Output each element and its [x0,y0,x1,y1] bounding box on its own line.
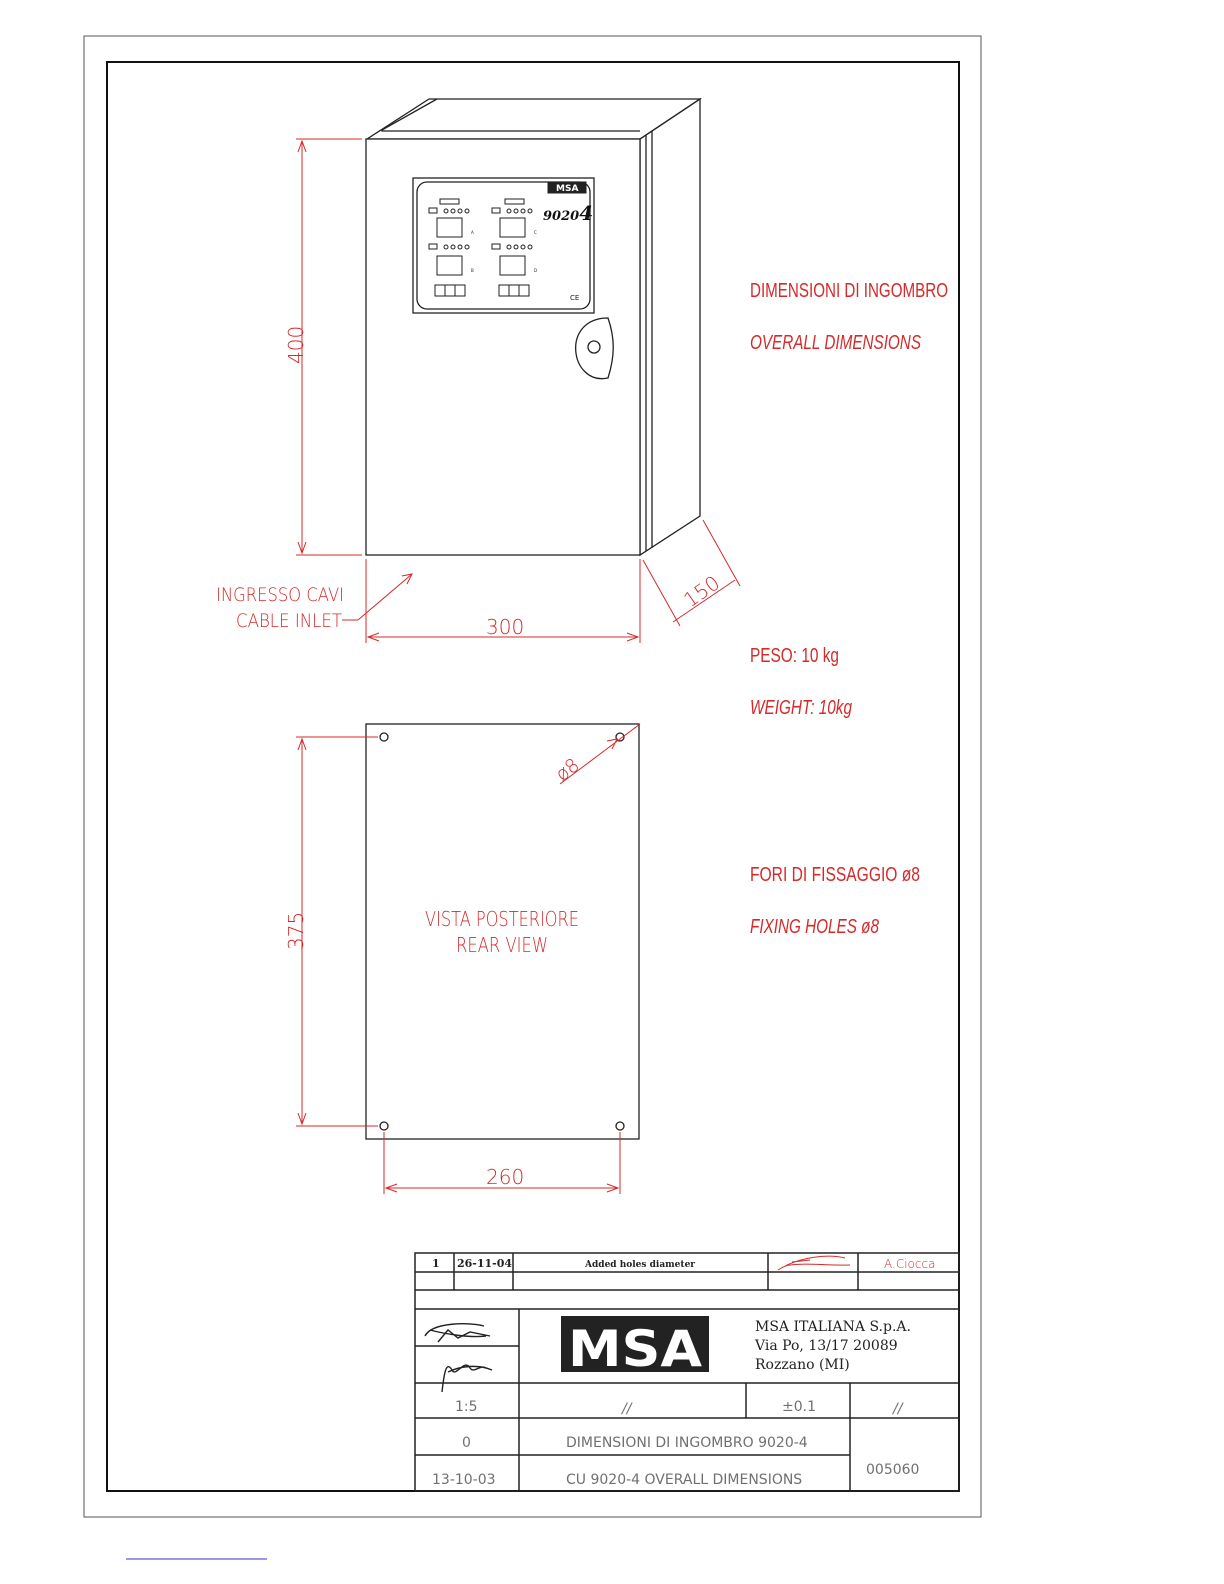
channel-label-d: D [534,268,538,273]
cable-inlet-it: INGRESSO CAVI [216,584,344,606]
title-block-field-2: // [622,1401,632,1417]
rear-width-dimension-260: 260 [486,1165,525,1189]
rear-view-title-it: VISTA POSTERIORE [425,907,579,931]
revision-signature [778,1256,850,1270]
rear-view-title-en: REAR VIEW [456,933,548,957]
drawing-number: 005060 [866,1462,920,1478]
drawing-scale: 1:5 [455,1399,478,1415]
company-address-1: Via Po, 13/17 20089 [755,1338,898,1354]
revision-approver: A.Ciocca [884,1257,936,1271]
company-name: MSA ITALIANA S.p.A. [755,1319,911,1335]
cable-inlet-en: CABLE INLET [236,610,343,632]
channel-label-b: B [471,268,474,273]
note-holes-en: FIXING HOLES ø8 [750,916,879,938]
revision-date: 26-11-04 [457,1257,513,1270]
note-weight-en: WEIGHT: 10kg [750,697,852,719]
hole-diameter-label: ø8 [551,754,584,786]
drawing-title-it: DIMENSIONI DI INGOMBRO 9020-4 [566,1435,808,1451]
rear-view [366,724,639,1139]
panel-model: 90204 [543,201,594,225]
rear-height-dimension-375: 375 [284,911,308,950]
title-block-field-4: // [893,1401,903,1417]
note-dimensions-en: OVERALL DIMENSIONS [750,332,922,354]
revision-description: Added holes diameter [585,1260,696,1270]
company-address-2: Rozzano (MI) [755,1357,850,1373]
panel-logo: MSA [556,184,579,194]
panel-ce-mark: CE [570,294,580,302]
channel-label-a: A [471,230,474,235]
depth-dimension-150: 150 [679,570,725,613]
revision-number: 1 [432,1257,440,1270]
note-dimensions-it: DIMENSIONI DI INGOMBRO [750,280,948,302]
height-dimension-400: 400 [284,325,308,364]
checked-by-signature [442,1365,492,1392]
width-dimension-300: 300 [486,615,525,639]
note-weight-it: PESO: 10 kg [750,645,839,667]
note-holes-it: FORI DI FISSAGGIO ø8 [750,864,920,886]
channel-label-c: C [534,230,537,235]
enclosure-front-view [366,99,700,555]
drawing-tolerance: ±0.1 [782,1399,816,1415]
drawn-by-signature [425,1324,490,1342]
company-logo: MSA [568,1320,703,1378]
revision-index: 0 [462,1435,471,1451]
drawing-date: 13-10-03 [432,1472,496,1488]
drawing-title-en: CU 9020-4 OVERALL DIMENSIONS [566,1472,803,1488]
